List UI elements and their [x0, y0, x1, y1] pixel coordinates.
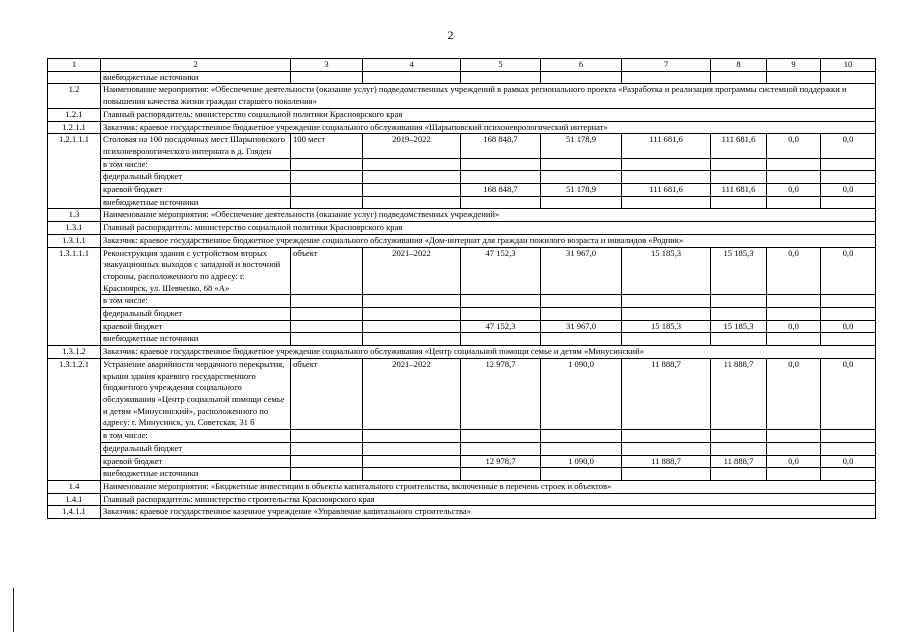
source-label: внебюджетные источники: [101, 71, 291, 84]
value-cell: [461, 295, 541, 308]
value-cell: 11 888,7: [711, 455, 767, 468]
value-cell: 111 681,6: [622, 184, 711, 197]
unit-cell: [291, 333, 363, 346]
section-text: Наименование мероприятия: «Бюджетные инвестиции в объекты капитального строительства, включенные в перечень строек и объектов»: [101, 480, 876, 493]
value-cell: [541, 196, 622, 209]
value-cell: 15 185,3: [711, 320, 767, 333]
value-cell: 0,0: [821, 247, 876, 295]
value-cell: 51 178,9: [541, 184, 622, 197]
source-row: [48, 158, 876, 171]
column-header: 5: [461, 59, 541, 72]
section-row: [48, 84, 876, 108]
value-cell: [461, 71, 541, 84]
period-cell: [363, 468, 461, 481]
section-row: [48, 506, 876, 519]
value-cell: 1 090,0: [541, 358, 622, 429]
value-cell: [711, 295, 767, 308]
value-cell: [821, 468, 876, 481]
period-cell: [363, 430, 461, 443]
column-header: 8: [711, 59, 767, 72]
value-cell: 0,0: [767, 455, 821, 468]
value-cell: [622, 158, 711, 171]
unit-cell: [291, 308, 363, 321]
value-cell: [622, 196, 711, 209]
value-cell: [461, 171, 541, 184]
column-header: 10: [821, 59, 876, 72]
value-cell: 1 090,0: [541, 455, 622, 468]
source-label: федеральный бюджет: [101, 442, 291, 455]
number-cell: [48, 71, 101, 84]
value-cell: 0,0: [821, 134, 876, 158]
period-cell: [363, 333, 461, 346]
unit-cell: [291, 468, 363, 481]
period-cell: 2021–2022: [363, 358, 461, 429]
source-label: в том числе:: [101, 430, 291, 443]
value-cell: [767, 442, 821, 455]
source-row: [48, 442, 876, 455]
row-number: 1.2.1.1: [48, 121, 101, 134]
value-cell: 11 888,7: [622, 455, 711, 468]
period-cell: [363, 308, 461, 321]
value-cell: 168 848,7: [461, 134, 541, 158]
value-cell: 11 888,7: [711, 358, 767, 429]
value-cell: [821, 196, 876, 209]
value-cell: [767, 196, 821, 209]
section-row: [48, 480, 876, 493]
value-cell: [767, 295, 821, 308]
header-row: [48, 59, 876, 72]
value-cell: 111 681,6: [711, 134, 767, 158]
source-row: [48, 171, 876, 184]
value-cell: 0,0: [767, 184, 821, 197]
row-number: 1.3.1.2: [48, 346, 101, 359]
object-name: Реконструкция здания с устройством вторых эвакуационных выходов с западной и восточной стороны, расположенного по адресу: г. Красноярск, ул. Шевченко, 68 «А»: [101, 247, 291, 295]
column-header: 6: [541, 59, 622, 72]
source-row: [48, 333, 876, 346]
column-header: 9: [767, 59, 821, 72]
unit-cell: [291, 158, 363, 171]
value-cell: [767, 333, 821, 346]
value-cell: [541, 468, 622, 481]
value-cell: [461, 430, 541, 443]
value-cell: [711, 71, 767, 84]
unit-cell: объект: [291, 358, 363, 429]
source-row: [48, 320, 876, 333]
row-number: 1.4.1.1: [48, 506, 101, 519]
source-label: федеральный бюджет: [101, 171, 291, 184]
value-cell: [821, 442, 876, 455]
value-cell: 168 848,7: [461, 184, 541, 197]
period-cell: [363, 196, 461, 209]
source-row: [48, 295, 876, 308]
value-cell: 0,0: [767, 134, 821, 158]
section-row: [48, 234, 876, 247]
value-cell: [821, 71, 876, 84]
source-label: федеральный бюджет: [101, 308, 291, 321]
value-cell: 0,0: [821, 455, 876, 468]
source-label: в том числе:: [101, 295, 291, 308]
value-cell: [711, 442, 767, 455]
value-cell: 0,0: [821, 320, 876, 333]
source-row: [48, 430, 876, 443]
unit-cell: [291, 171, 363, 184]
value-cell: [622, 442, 711, 455]
object-row: [48, 247, 876, 295]
value-cell: [821, 171, 876, 184]
value-cell: [461, 468, 541, 481]
value-cell: 47 152,3: [461, 247, 541, 295]
unit-cell: [291, 430, 363, 443]
value-cell: 47 152,3: [461, 320, 541, 333]
value-cell: 51 178,9: [541, 134, 622, 158]
source-label: внебюджетные источники: [101, 196, 291, 209]
period-cell: [363, 184, 461, 197]
period-cell: [363, 320, 461, 333]
period-cell: 2021–2022: [363, 247, 461, 295]
value-cell: 15 185,3: [622, 320, 711, 333]
page-number: 2: [447, 28, 454, 42]
section-text: Главный распорядитель: министерство строительства Красноярского края: [101, 493, 876, 506]
column-header: 4: [363, 59, 461, 72]
source-label: внебюджетные источники: [101, 333, 291, 346]
unit-cell: 100 мест: [291, 134, 363, 158]
value-cell: [622, 171, 711, 184]
value-cell: [711, 196, 767, 209]
source-row: [48, 308, 876, 321]
value-cell: [541, 333, 622, 346]
row-number: 1.3.1.1.1: [48, 247, 101, 346]
value-cell: 0,0: [767, 320, 821, 333]
column-header: 1: [48, 59, 101, 72]
value-cell: [711, 171, 767, 184]
value-cell: [363, 71, 461, 84]
value-cell: [767, 430, 821, 443]
table-body: [48, 59, 876, 519]
value-cell: [622, 333, 711, 346]
row-number: 1.3: [48, 209, 101, 222]
section-text: Наименование мероприятия: «Обеспечение деятельности (оказание услуг) подведомственных учреждений в рамках регионального проекта «Разработка и реализация программы системной поддержки и повышения качества жизни граждан старшего поколения»: [101, 84, 876, 108]
value-cell: 0,0: [821, 184, 876, 197]
section-row: [48, 493, 876, 506]
value-cell: [767, 171, 821, 184]
object-row: [48, 134, 876, 158]
value-cell: [541, 442, 622, 455]
value-cell: 0,0: [767, 247, 821, 295]
source-row: [48, 468, 876, 481]
source-label: в том числе:: [101, 158, 291, 171]
object-name: Устранение аварийности чердачного перекрытия, крыши здания краевого государственного бюджетного учреждения социального обслуживания «Центр социальной помощи семье и детям «Минусинский», расположенного по адресу: г. Минусинск, ул. Советская, 31 б: [101, 358, 291, 429]
value-cell: 12 978,7: [461, 455, 541, 468]
value-cell: [622, 430, 711, 443]
value-cell: [821, 295, 876, 308]
value-cell: [461, 158, 541, 171]
unit-cell: [291, 455, 363, 468]
unit-cell: [291, 320, 363, 333]
value-cell: [622, 468, 711, 481]
column-header: 3: [291, 59, 363, 72]
value-cell: [541, 158, 622, 171]
value-cell: [767, 71, 821, 84]
value-cell: 15 185,3: [622, 247, 711, 295]
value-cell: [711, 308, 767, 321]
section-row: [48, 209, 876, 222]
value-cell: [821, 158, 876, 171]
section-row: [48, 108, 876, 121]
source-row: [48, 184, 876, 197]
value-cell: [622, 308, 711, 321]
unit-cell: [291, 295, 363, 308]
value-cell: [622, 71, 711, 84]
row-number: 1.3.1.2.1: [48, 358, 101, 480]
row-number: 1.4: [48, 480, 101, 493]
value-cell: [711, 430, 767, 443]
value-cell: 31 967,0: [541, 247, 622, 295]
value-cell: [711, 333, 767, 346]
margin-line: [13, 588, 14, 632]
section-text: Главный распорядитель: министерство социальной политики Красноярского края: [101, 108, 876, 121]
value-cell: 31 967,0: [541, 320, 622, 333]
section-text: Заказчик: краевое государственное бюджетное учреждение социального обслуживания «Центр социальной помощи семье и детям «Минусинский»: [101, 346, 876, 359]
source-label: краевой бюджет: [101, 320, 291, 333]
value-cell: [767, 158, 821, 171]
value-cell: [821, 308, 876, 321]
value-cell: [291, 71, 363, 84]
value-cell: [622, 295, 711, 308]
period-cell: [363, 295, 461, 308]
value-cell: [541, 295, 622, 308]
section-text: Главный распорядитель: министерство социальной политики Красноярского края: [101, 222, 876, 235]
unit-cell: [291, 184, 363, 197]
value-cell: [541, 171, 622, 184]
financing-table: [47, 58, 876, 519]
value-cell: [767, 308, 821, 321]
column-header: 7: [622, 59, 711, 72]
section-text: Заказчик: краевое государственное казенное учреждение «Управление капитального строительства»: [101, 506, 876, 519]
unit-cell: [291, 196, 363, 209]
value-cell: [711, 158, 767, 171]
value-cell: [461, 196, 541, 209]
row-number: 1.4.1: [48, 493, 101, 506]
value-cell: 11 888,7: [622, 358, 711, 429]
row-number: 1.2.1.1.1: [48, 134, 101, 209]
unit-cell: [291, 442, 363, 455]
source-row: [48, 455, 876, 468]
section-row: [48, 346, 876, 359]
value-cell: [767, 468, 821, 481]
section-text: Наименование мероприятия: «Обеспечение деятельности (оказание услуг) подведомственных учреждений»: [101, 209, 876, 222]
section-text: Заказчик: краевое государственное бюджетное учреждение социального обслуживания «Шарыповский психоневрологический интернат»: [101, 121, 876, 134]
section-row: [48, 121, 876, 134]
section-text: Заказчик: краевое государственное бюджетное учреждение социального обслуживания «Дом-интернат для граждан пожилого возраста и инвалидов «Родник»: [101, 234, 876, 247]
value-cell: [821, 430, 876, 443]
value-cell: 0,0: [821, 358, 876, 429]
period-cell: [363, 171, 461, 184]
period-cell: [363, 455, 461, 468]
row-number: 1.3.1: [48, 222, 101, 235]
table-row: [48, 71, 876, 84]
period-cell: [363, 442, 461, 455]
value-cell: 0,0: [767, 358, 821, 429]
period-cell: [363, 158, 461, 171]
source-label: краевой бюджет: [101, 455, 291, 468]
value-cell: 111 681,6: [711, 184, 767, 197]
object-row: [48, 358, 876, 429]
value-cell: [541, 308, 622, 321]
section-row: [48, 222, 876, 235]
value-cell: 111 681,6: [622, 134, 711, 158]
row-number: 1.2: [48, 84, 101, 108]
value-cell: [461, 308, 541, 321]
source-row: [48, 196, 876, 209]
row-number: 1.3.1.1: [48, 234, 101, 247]
value-cell: [541, 430, 622, 443]
unit-cell: объект: [291, 247, 363, 295]
value-cell: [541, 71, 622, 84]
object-name: Столовая на 100 посадочных мест Шарыповского психоневрологического интерната в д. Гляден: [101, 134, 291, 158]
source-label: краевой бюджет: [101, 184, 291, 197]
value-cell: [711, 468, 767, 481]
value-cell: 12 978,7: [461, 358, 541, 429]
row-number: 1.2.1: [48, 108, 101, 121]
source-label: внебюджетные источники: [101, 468, 291, 481]
column-header: 2: [101, 59, 291, 72]
value-cell: [461, 333, 541, 346]
value-cell: 15 185,3: [711, 247, 767, 295]
value-cell: [461, 442, 541, 455]
value-cell: [821, 333, 876, 346]
period-cell: 2019–2022: [363, 134, 461, 158]
